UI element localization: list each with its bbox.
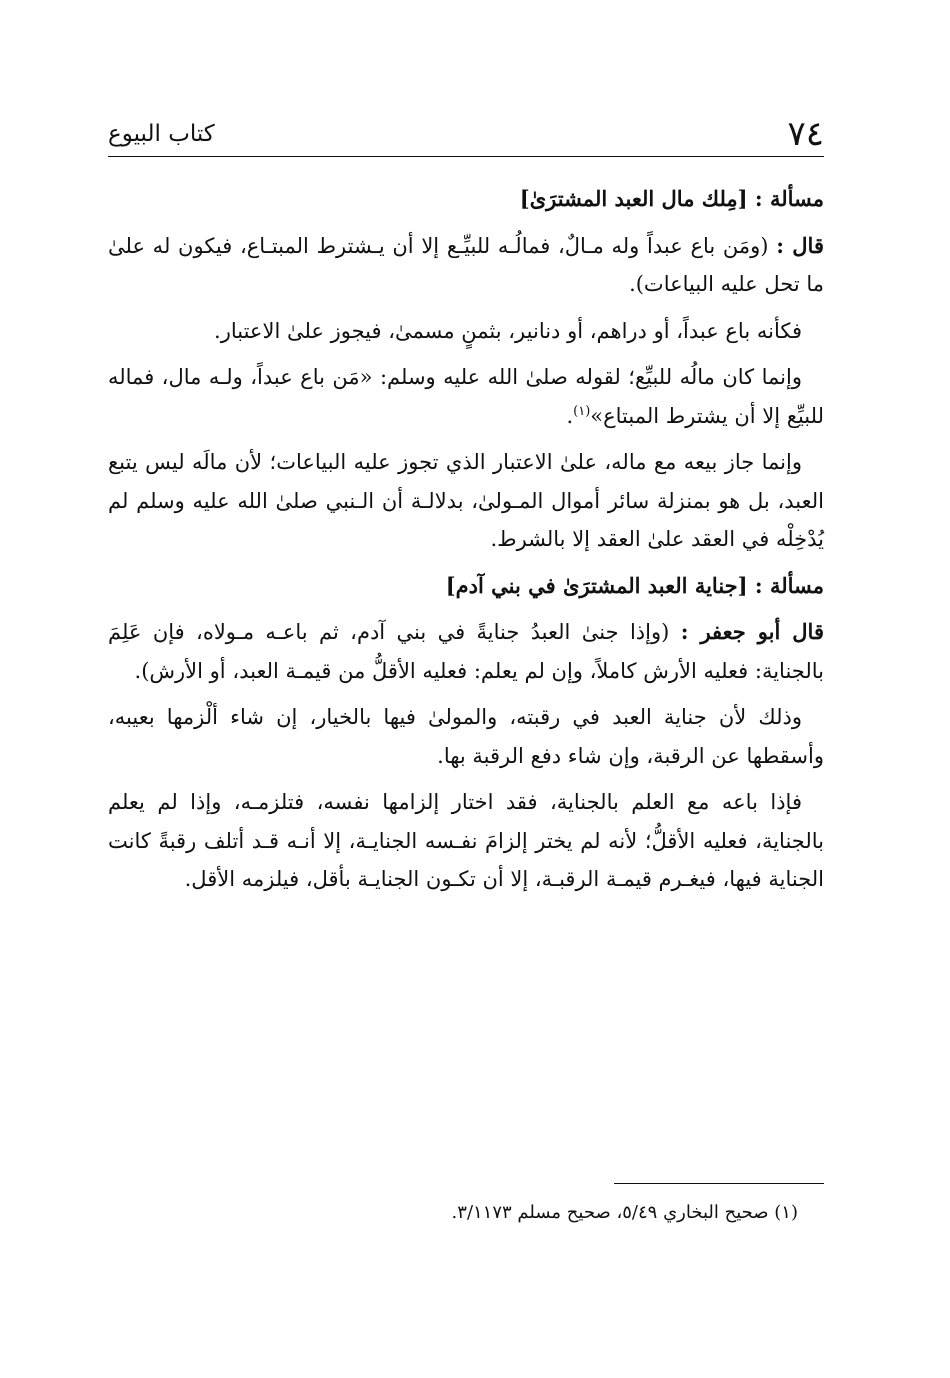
commentary-paragraph: فإذا باعه مع العلم بالجناية، فقد اختار إلزامها نفسه، فتلزمـه، وإذا لم يعلم بالجناية، فعليه الأقلُّ؛ لأنه لم يختر إلزامَ نفـسه الجنايـة، إلا أنـه قـد أتلف رقبةً كانت الجناية فيها، فيغـرم قيمـة الرقبـة، إلا أن تكـون الجنايـة بأقل، فيلزمه الأقل. bbox=[108, 790, 824, 891]
quote-lead: قال : bbox=[776, 232, 824, 258]
quote-text: (وإذا جنىٰ العبدُ جنايةً في بني آدم، ثم باعـه مـولاه، فإن عَلِمَ بالجناية: فعليه الأرش كاملاً، وإن لم يعلم: فعليه الأقلُّ من قيمـة العبد، أو الأرش). bbox=[108, 620, 824, 683]
commentary-text: وإنما كان مالُه للبيِّع؛ لقوله صلىٰ الله عليه وسلم: «مَن باع عبداً، ولـه مال، فماله للبيِّع إلا أن يشترط المبتاع» bbox=[108, 365, 824, 428]
footnote-reference: (١) bbox=[573, 403, 591, 419]
quote-paragraph-2 bbox=[108, 613, 824, 690]
quote-text: (ومَن باع عبداً وله مـالٌ، فمالُـه للبيِّـع إلا أن يـشترط المبتـاع، فيكون له علىٰ ما تحل عليه البياعات). bbox=[108, 233, 824, 296]
issue-heading-1: مسألة : [مِلك مال العبد المشترَىٰ] bbox=[519, 186, 824, 211]
commentary-paragraph: وإنما جاز بيعه مع ماله، علىٰ الاعتبار الذي تجوز عليه البياعات؛ لأن مالَه ليس يتبع العبد، بل هو بمنزلة سائر أموال المـولىٰ، بدلالـة أن الـنبي صلىٰ الله عليه وسلم لم يُدْخِلْه في العقد علىٰ العقد إلا بالشرط. bbox=[108, 450, 824, 551]
issue-heading-2: مسألة : [جناية العبد المشترَىٰ في بني آدم] bbox=[445, 572, 824, 598]
sentence-end: . bbox=[566, 403, 574, 428]
page-number: ٧٤ bbox=[787, 114, 824, 154]
commentary-paragraph-with-note bbox=[108, 358, 824, 435]
footnote-separator bbox=[614, 1183, 824, 1184]
quote-lead: قال أبو جعفر : bbox=[680, 619, 824, 644]
page-header bbox=[108, 112, 824, 157]
commentary-paragraph: فكأنه باع عبداً، أو دراهم، أو دنانير، بثمنٍ مسمىٰ، فيجوز علىٰ الاعتبار. bbox=[214, 318, 802, 343]
commentary-paragraph: وذلك لأن جناية العبد في رقبته، والمولىٰ فيها بالخيار، إن شاء ألْزمها بعيبه، وأسقطها عن الرقبة، وإن شاء دفع الرقبة بها. bbox=[108, 705, 824, 768]
quote-paragraph-1 bbox=[108, 227, 824, 304]
footnote: (١) صحيح البخاري ٥/٤٩، صحيح مسلم ٣/١١٧٣. bbox=[451, 1202, 798, 1223]
running-title: كتاب البيوع bbox=[108, 121, 215, 147]
main-text bbox=[108, 180, 824, 907]
book-page bbox=[108, 0, 824, 1378]
